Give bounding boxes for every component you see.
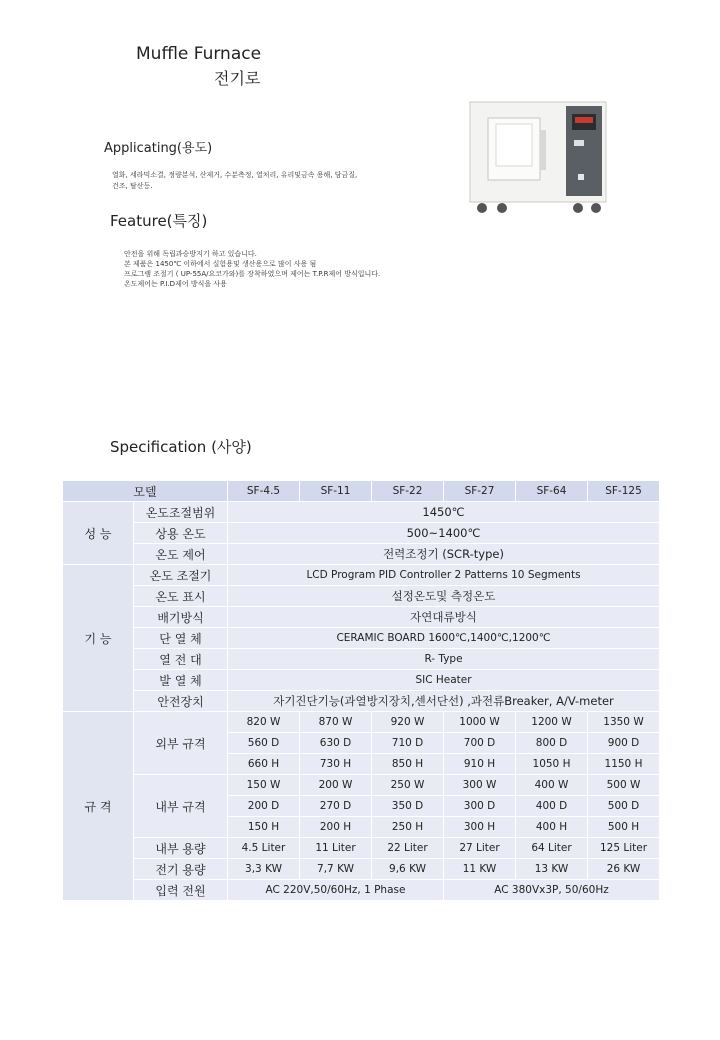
spec-cell: 900 D: [588, 733, 660, 754]
applicating-line: 열화, 세라믹소결, 정량분석, 산제거, 수분측정, 열처리, 유리및금속 용해, 담금질,: [112, 171, 358, 179]
row-value: 전력조정기 (SCR-type): [228, 544, 660, 565]
table-row: [63, 775, 660, 796]
spec-cell: 250 W: [372, 775, 444, 796]
row-value: LCD Program PID Controller 2 Patterns 10 Segments: [228, 565, 660, 586]
row-label: 내부 규격: [134, 775, 228, 838]
row-label: 단 열 체: [134, 628, 228, 649]
model-cell: SF-4.5: [228, 481, 300, 502]
spec-cell: 800 D: [516, 733, 588, 754]
row-label: 상용 온도: [134, 523, 228, 544]
spec-cell: 13 KW: [516, 859, 588, 880]
spec-cell: 500 D: [588, 796, 660, 817]
row-label: 안전장치: [134, 691, 228, 712]
spec-cell: 710 D: [372, 733, 444, 754]
table-row: [63, 670, 660, 691]
table-row: [63, 649, 660, 670]
specification-table: [62, 480, 660, 901]
spec-cell: 9,6 KW: [372, 859, 444, 880]
table-header-row: [63, 481, 660, 502]
spec-cell: 1000 W: [444, 712, 516, 733]
row-value: R- Type: [228, 649, 660, 670]
spec-cell: 350 D: [372, 796, 444, 817]
spec-cell: 560 D: [228, 733, 300, 754]
spec-cell: 200 D: [228, 796, 300, 817]
spec-cell: 270 D: [300, 796, 372, 817]
spec-cell: 300 H: [444, 817, 516, 838]
spec-cell: 11 KW: [444, 859, 516, 880]
group-size: 규 격: [63, 712, 134, 901]
spec-cell: AC 380Vx3P, 50/60Hz: [444, 880, 660, 901]
row-label: 외부 규격: [134, 712, 228, 775]
row-value: 자기진단기능(과열방지장치,센서단선) ,과전류Breaker, A/V-meter: [228, 691, 660, 712]
row-value: 설정온도및 측정온도: [228, 586, 660, 607]
table-row: [63, 565, 660, 586]
spec-cell: 125 Liter: [588, 838, 660, 859]
row-label: 열 전 대: [134, 649, 228, 670]
table-row: [63, 691, 660, 712]
spec-cell: 7,7 KW: [300, 859, 372, 880]
row-label: 전기 용량: [134, 859, 228, 880]
spec-cell: 11 Liter: [300, 838, 372, 859]
spec-cell: 660 H: [228, 754, 300, 775]
applicating-heading: Applicating(용도): [104, 141, 213, 156]
specification-heading: Specification (사양): [110, 438, 252, 456]
model-cell: SF-125: [588, 481, 660, 502]
model-header: 모델: [63, 481, 228, 502]
model-cell: SF-27: [444, 481, 516, 502]
row-value: 1450℃: [228, 502, 660, 523]
row-label: 발 열 체: [134, 670, 228, 691]
spec-cell: 910 H: [444, 754, 516, 775]
row-label: 배기방식: [134, 607, 228, 628]
spec-cell: 150 W: [228, 775, 300, 796]
table-row: [63, 586, 660, 607]
model-cell: SF-11: [300, 481, 372, 502]
spec-cell: 64 Liter: [516, 838, 588, 859]
title-korean: 전기로: [214, 69, 261, 88]
spec-cell: 4.5 Liter: [228, 838, 300, 859]
spec-cell: 300 D: [444, 796, 516, 817]
row-label: 입력 전원: [134, 880, 228, 901]
table-row: [63, 628, 660, 649]
table-row: [63, 607, 660, 628]
row-label: 온도 조절기: [134, 565, 228, 586]
muffle-furnace-image: [468, 100, 608, 215]
spec-cell: 200 W: [300, 775, 372, 796]
row-label: 내부 용량: [134, 838, 228, 859]
spec-cell: 150 H: [228, 817, 300, 838]
table-row: [63, 502, 660, 523]
table-row: [63, 859, 660, 880]
spec-cell: 870 W: [300, 712, 372, 733]
spec-cell: 500 W: [588, 775, 660, 796]
spec-cell: 850 H: [372, 754, 444, 775]
spec-cell: 400 H: [516, 817, 588, 838]
row-value: 자연대류방식: [228, 607, 660, 628]
table-row: [63, 544, 660, 565]
group-function: 기 능: [63, 565, 134, 712]
row-label: 온도 제어: [134, 544, 228, 565]
table-row: [63, 880, 660, 901]
spec-cell: 400 D: [516, 796, 588, 817]
table-row: [63, 838, 660, 859]
applicating-line: 건조, 탈산등.: [112, 182, 153, 190]
spec-cell: 920 W: [372, 712, 444, 733]
spec-cell: 26 KW: [588, 859, 660, 880]
model-cell: SF-22: [372, 481, 444, 502]
feature-text: [124, 249, 380, 289]
spec-cell: 1200 W: [516, 712, 588, 733]
spec-cell: 300 W: [444, 775, 516, 796]
spec-cell: 820 W: [228, 712, 300, 733]
group-performance: 성 능: [63, 502, 134, 565]
spec-cell: 1150 H: [588, 754, 660, 775]
spec-cell: 3,3 KW: [228, 859, 300, 880]
table-row: [63, 712, 660, 733]
title-english: Muffle Furnace: [136, 44, 262, 64]
feature-line: 안전을 위해 독립과승방지기 하고 있습니다.: [124, 250, 257, 258]
row-value: 500~1400℃: [228, 523, 660, 544]
feature-line: 프로그램 조절기 ( UP-55A/요코가와)를 장착하였으며 제어는 T.P.R제어 방식입니다.: [124, 270, 381, 278]
applicating-text: [112, 170, 462, 192]
row-label: 온도 표시: [134, 586, 228, 607]
spec-cell: 700 D: [444, 733, 516, 754]
spec-cell: 730 H: [300, 754, 372, 775]
feature-line: 온도제어는 P.I.D제어 방식을 사용: [124, 280, 227, 288]
spec-cell: 1050 H: [516, 754, 588, 775]
row-value: SIC Heater: [228, 670, 660, 691]
feature-line: 본 제품은 1450℃ 이하에서 실험용및 생산용으로 많이 사용 됨: [124, 260, 317, 268]
spec-cell: 630 D: [300, 733, 372, 754]
spec-cell: 250 H: [372, 817, 444, 838]
row-label: 온도조절범위: [134, 502, 228, 523]
spec-cell: 27 Liter: [444, 838, 516, 859]
table-row: [63, 523, 660, 544]
spec-cell: 1350 W: [588, 712, 660, 733]
model-cell: SF-64: [516, 481, 588, 502]
spec-cell: 500 H: [588, 817, 660, 838]
spec-cell: AC 220V,50/60Hz, 1 Phase: [228, 880, 444, 901]
spec-cell: 200 H: [300, 817, 372, 838]
feature-heading: Feature(특징): [110, 212, 208, 230]
spec-cell: 400 W: [516, 775, 588, 796]
spec-cell: 22 Liter: [372, 838, 444, 859]
row-value: CERAMIC BOARD 1600℃,1400℃,1200℃: [228, 628, 660, 649]
